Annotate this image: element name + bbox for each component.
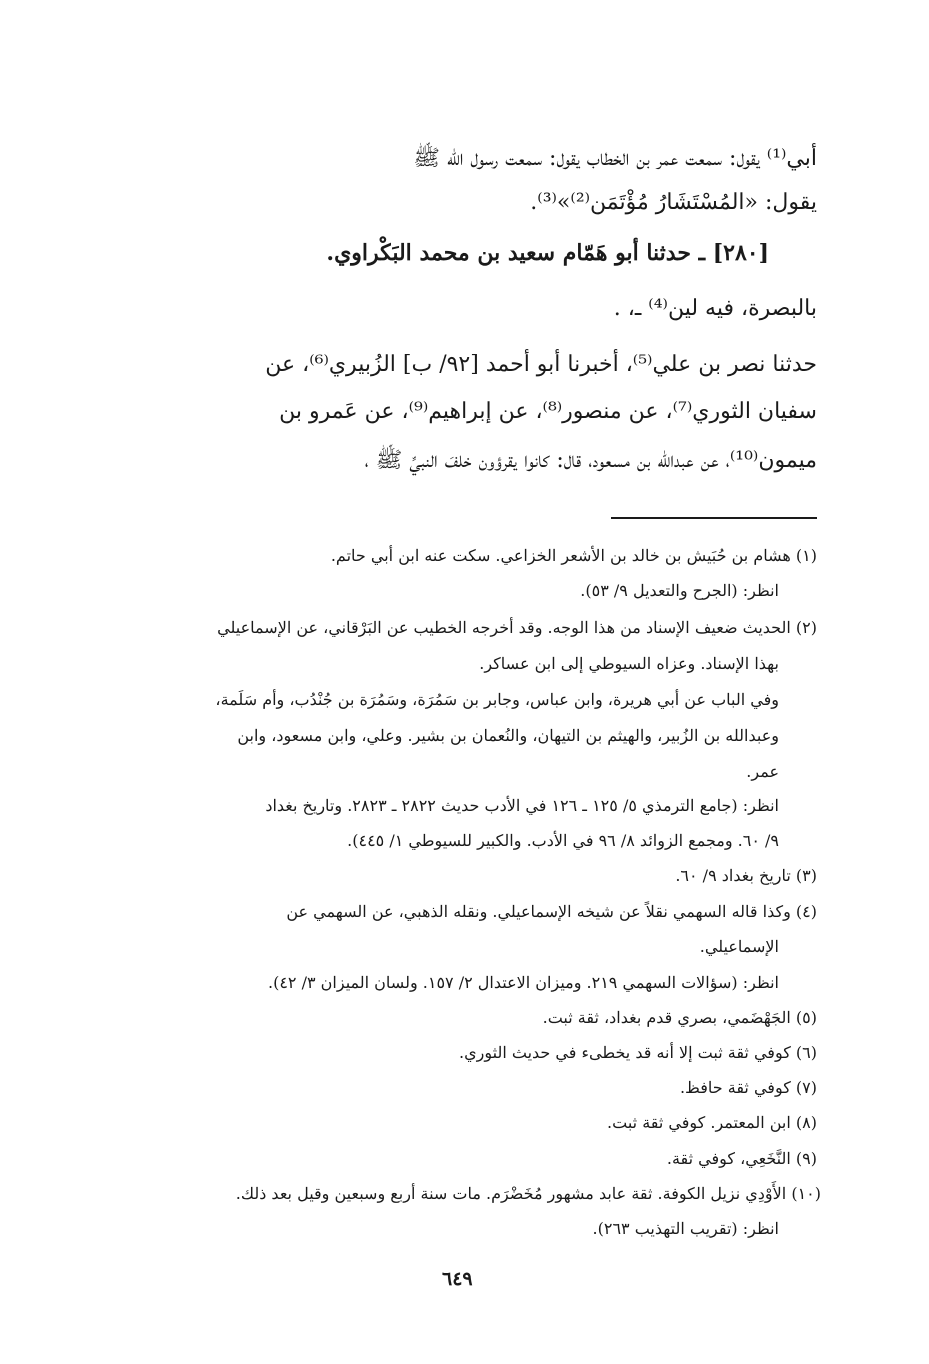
footnote-1: (١) هشام بن حُبَيش بن خالد بن الأشعر الخزاعي. سكت عنه ابن أبي حاتم.: [330, 546, 817, 565]
page-number: ٦٤٩: [442, 1268, 473, 1290]
footnote-3: (٣) تاريخ بغداد ٩/ ٦٠.: [675, 866, 817, 885]
footnote-10: (١٠) الأَوْدِي نزيل الكوفة. ثقة عابد مشهور مُخَضْرَم. مات سنة أربع وسبعين وقيل بعد ذلك.: [235, 1184, 821, 1203]
footnote-7: (٧) كوفي ثقة حافظ.: [679, 1078, 817, 1097]
footnote-2: (٢) الحديث ضعيف الإسناد من هذا الوجه. وقد أخرجه الخطيب عن البَرْقاني، عن الإسماعيلي: [217, 618, 817, 637]
footnote-6: (٦) كوفي ثقة ثبت إلا أنه قد يخطىء في حديث الثوري.: [459, 1043, 817, 1062]
footnote-2-line-4: وعبدالله بن الزُبير، والهيثم بن التيهان، والنُعمان بن بشير. وعلي، وابن مسعود، وابن: [237, 726, 779, 745]
footnote-8: (٨) ابن المعتمر. كوفي ثقة ثبت.: [607, 1113, 817, 1132]
footnote-4: (٤) وكذا قاله السهمي نقلاً عن شيخه الإسماعيلي. ونقله الذهبي، عن السهمي عن: [286, 902, 817, 921]
footnote-2-ref: انظر: (جامع الترمذي ٥/ ١٢٥ ـ ١٢٦ في الأدب حديث ٢٨٢٢ ـ ٢٨٢٣. وتاريخ بغداد: [265, 796, 779, 815]
footnote-2-ref-2: ٩/ ٦٠. ومجمع الزوائد ٨/ ٩٦ في الأدب. والكبير للسيوطي ١/ ٤٤٥).: [347, 831, 779, 850]
footnote-4-line-2: الإسماعيلي.: [699, 937, 779, 956]
footnote-4-ref: انظر: (سؤالات السهمي ٢١٩. وميزان الاعتدال ٢/ ١٥٧. ولسان الميزان ٣/ ٤٢).: [267, 973, 779, 992]
footnote-2-line-2: بهذا الإسناد. وعزاه السيوطي إلى ابن عساكر.: [479, 654, 779, 673]
footnote-separator: [611, 517, 817, 519]
main-line-6: سفيان الثوري⁽⁷⁾، عن منصور⁽⁸⁾، عن إبراهيم⁽⁹⁾، عن عَمرو بن: [279, 399, 817, 424]
main-line-2: يقول: «المُسْتَشَارُ مُؤْتَمَن⁽²⁾»⁽³⁾.: [530, 190, 817, 215]
footnote-5: (٥) الجَهْضَمي، بصري قدم بغداد، ثقة ثبت.: [542, 1008, 817, 1027]
footnote-2-line-5: عمر.: [746, 762, 779, 781]
main-line-7: ميمون⁽¹⁰⁾، عن عبدالله بن مسعود، قال: كانوا يقرؤون خلفَ النبيِّ ﷺ ،: [364, 448, 817, 473]
footnote-1-ref: انظر: (الجرح والتعديل ٩/ ٥٣).: [580, 581, 779, 600]
footnote-9: (٩) النَّخَعِي، كوفي ثقة.: [666, 1149, 817, 1168]
entry-heading: [٢٨٠] ـ حدثنا أبو هَمّام سعيد بن محمد البَكْراوي.: [326, 240, 769, 266]
main-line-4: بالبصرة، فيه لين⁽⁴⁾ ـ، .: [613, 296, 817, 321]
main-line-1: أبي⁽¹⁾ يقول: سمعت عمر بن الخطاب يقول: سمعت رسول الله ﷺ: [413, 146, 817, 171]
footnote-2-line-3: وفي الباب عن أبي هريرة، وابن عباس، وجابر بن سَمُرَة، وسَمُرَة بن جُنْدُب، وأم سَلَمة،: [215, 690, 779, 709]
main-line-5: حدثنا نصر بن علي⁽⁵⁾، أخبرنا أبو أحمد [٩٢/ ب] الزُبيري⁽⁶⁾، عن: [265, 352, 817, 377]
footnote-10-ref: انظر: (تقريب التهذيب ٢٦٣).: [592, 1219, 779, 1238]
